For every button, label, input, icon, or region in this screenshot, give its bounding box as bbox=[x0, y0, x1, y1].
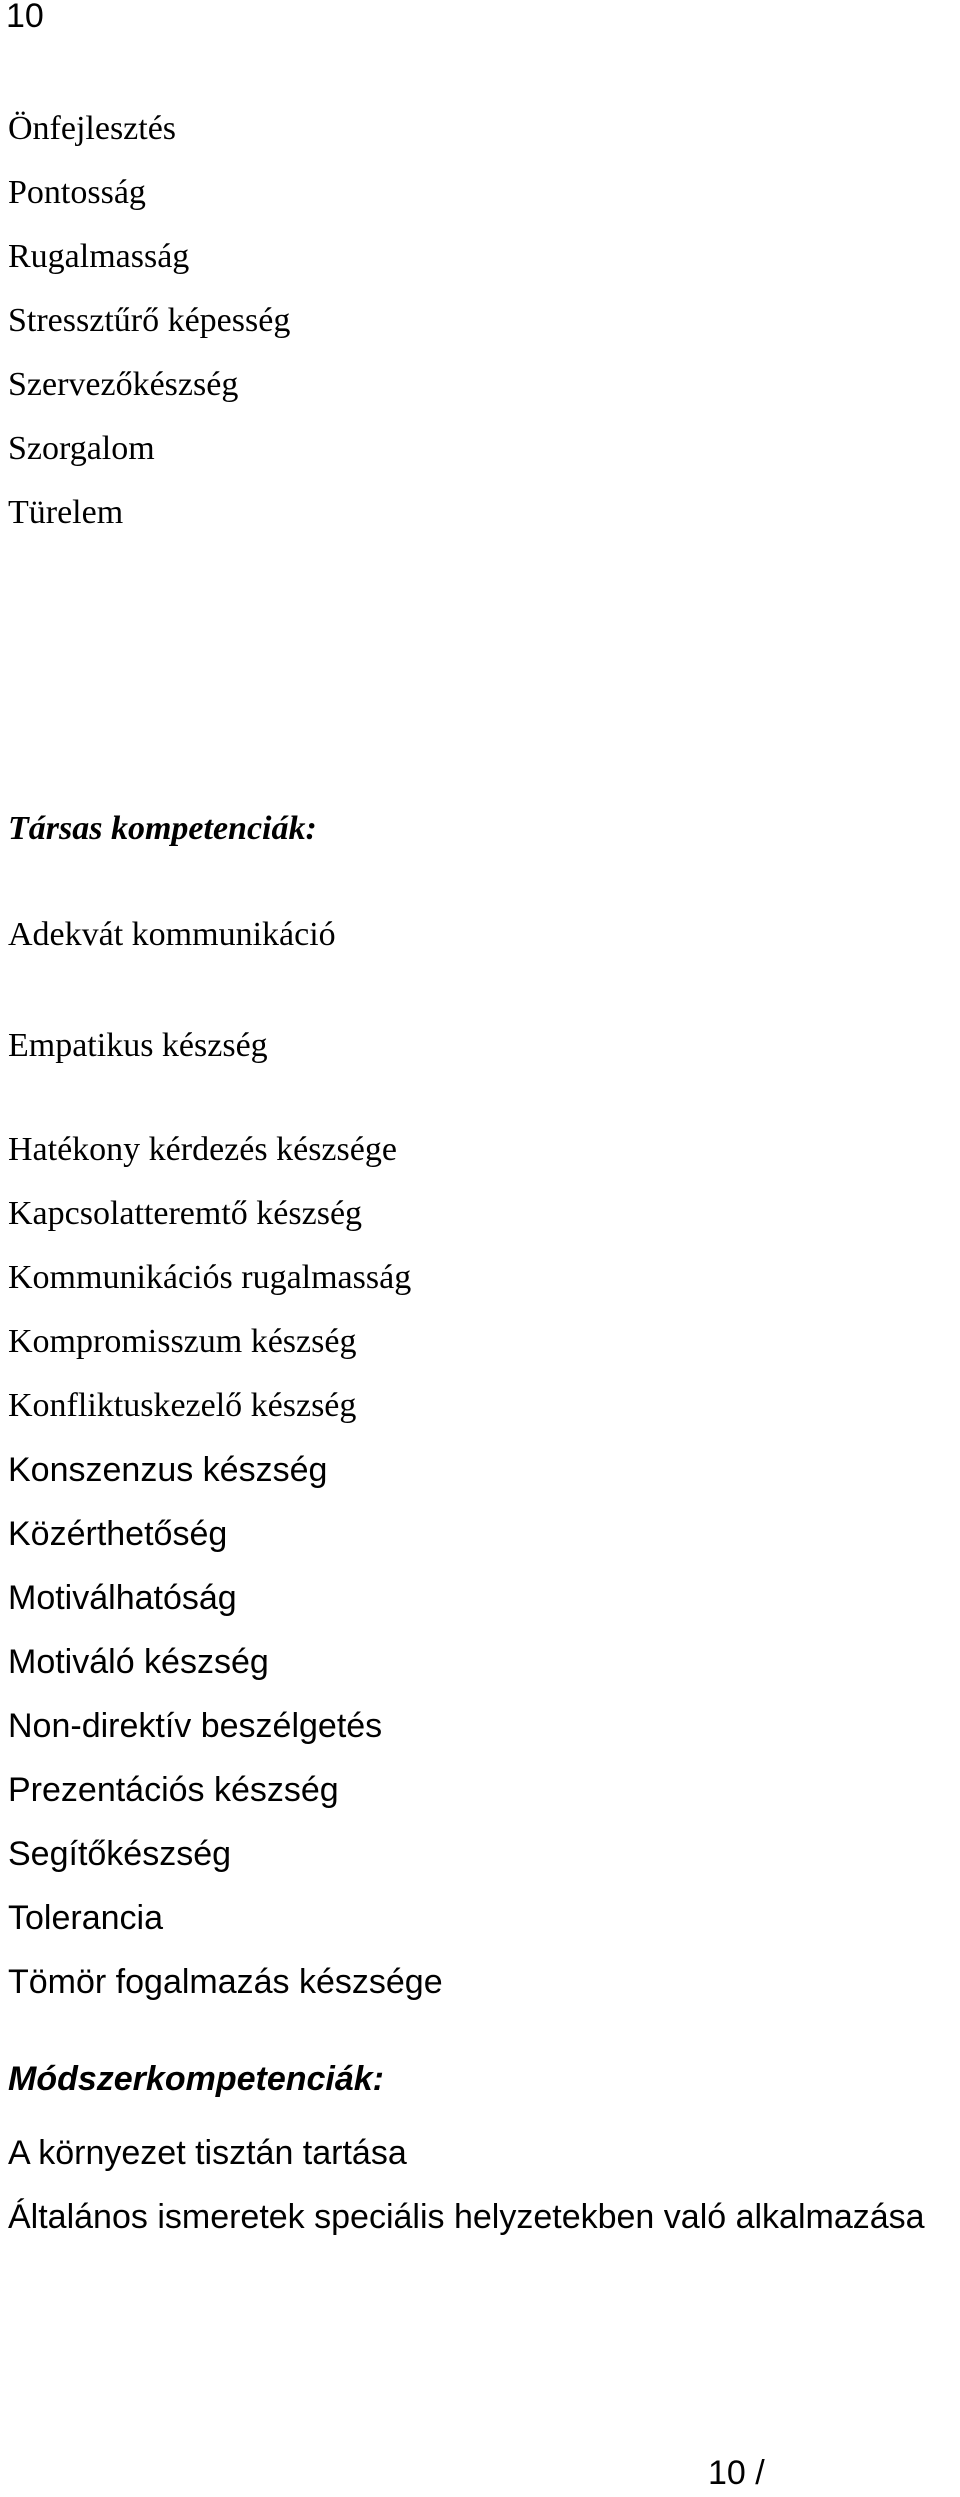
list-item: Kommunikációs rugalmasság bbox=[8, 1259, 412, 1296]
section-heading-method: Módszerkompetenciák: bbox=[8, 2060, 384, 2098]
list-item: Tömör fogalmazás készsége bbox=[8, 1963, 443, 2001]
list-item: Tolerancia bbox=[8, 1899, 163, 1937]
list-item: Önfejlesztés bbox=[8, 110, 177, 147]
list-item: Konfliktuskezelő készség bbox=[8, 1387, 357, 1424]
list-item: Kompromisszum készség bbox=[8, 1323, 357, 1360]
list-item: Segítőkészség bbox=[8, 1835, 232, 1873]
list-item: Konszenzus készség bbox=[8, 1451, 328, 1489]
list-item: Hatékony kérdezés készsége bbox=[8, 1131, 397, 1168]
page-number-top: 10 bbox=[6, 0, 44, 35]
list-item: Közérthetőség bbox=[8, 1515, 228, 1553]
list-item: Türelem bbox=[8, 494, 124, 531]
list-item: Non-direktív beszélgetés bbox=[8, 1707, 383, 1745]
list-item: Empatikus készség bbox=[8, 1027, 268, 1064]
list-item: Adekvát kommunikáció bbox=[8, 916, 336, 953]
section-heading-social: Társas kompetenciák: bbox=[8, 810, 317, 847]
list-item: Prezentációs készség bbox=[8, 1771, 339, 1809]
list-item: Szervezőkészség bbox=[8, 366, 239, 403]
list-item: Kapcsolatteremtő készség bbox=[8, 1195, 363, 1232]
list-item: Motiváló készség bbox=[8, 1643, 269, 1681]
list-item: Motiválhatóság bbox=[8, 1579, 237, 1617]
list-item: A környezet tisztán tartása bbox=[8, 2134, 407, 2172]
list-item: Pontosság bbox=[8, 174, 146, 211]
list-item: Általános ismeretek speciális helyzetekben való alkalmazása bbox=[8, 2198, 925, 2236]
list-item: Szorgalom bbox=[8, 430, 155, 467]
page-footer-number: 10 / bbox=[708, 2454, 765, 2492]
list-item: Stressztűrő képesség bbox=[8, 302, 291, 339]
list-item: Rugalmasság bbox=[8, 238, 190, 275]
